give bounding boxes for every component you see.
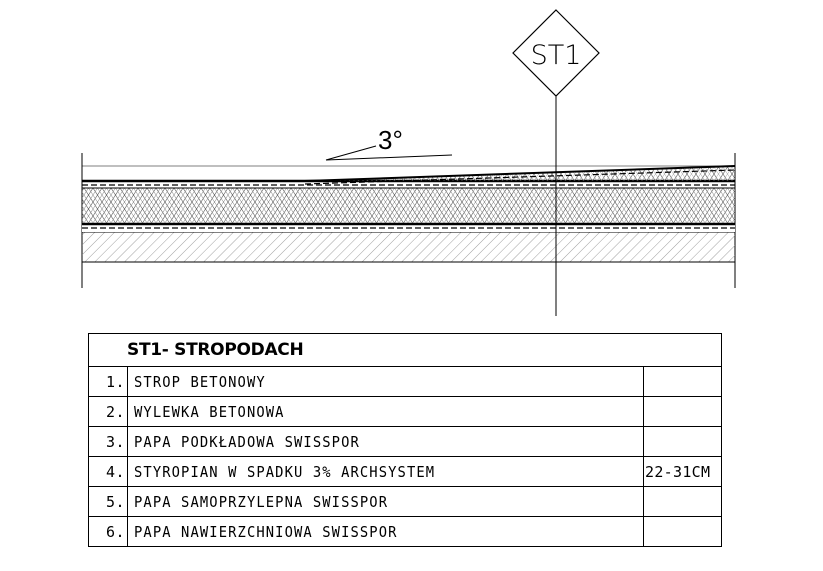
row-description: STYROPIAN W SPADKU 3% ARCHSYSTEM: [128, 457, 644, 487]
row-number: 5.: [89, 487, 128, 517]
table-row: [89, 367, 722, 397]
row-description: PAPA NAWIERZCHNIOWA SWISSPOR: [128, 517, 644, 547]
marker-label: ST1: [530, 40, 582, 71]
row-thickness: [644, 487, 722, 517]
table-row: [89, 487, 722, 517]
table-row: [89, 517, 722, 547]
slope-arrow: [326, 155, 452, 160]
concrete-slab: [82, 232, 735, 262]
row-number: 1.: [89, 367, 128, 397]
row-description: PAPA SAMOPRZYLEPNA SWISSPOR: [128, 487, 644, 517]
row-number: 2.: [89, 397, 128, 427]
row-number: 4.: [89, 457, 128, 487]
row-thickness: [644, 427, 722, 457]
table-row: [89, 457, 722, 487]
row-description: PAPA PODKŁADOWA SWISSPOR: [128, 427, 644, 457]
slope-label: 3°: [378, 125, 403, 155]
row-number: 3.: [89, 427, 128, 457]
legend-table: [88, 333, 722, 547]
table-row: [89, 427, 722, 457]
row-description: STROP BETONOWY: [128, 367, 644, 397]
row-thickness: [644, 517, 722, 547]
row-thickness: [644, 397, 722, 427]
table-row: [89, 397, 722, 427]
legend-title: ST1- STROPODACH: [89, 334, 722, 367]
row-description: WYLEWKA BETONOWA: [128, 397, 644, 427]
row-thickness: [644, 367, 722, 397]
row-number: 6.: [89, 517, 128, 547]
row-thickness: 22-31CM: [644, 457, 722, 487]
